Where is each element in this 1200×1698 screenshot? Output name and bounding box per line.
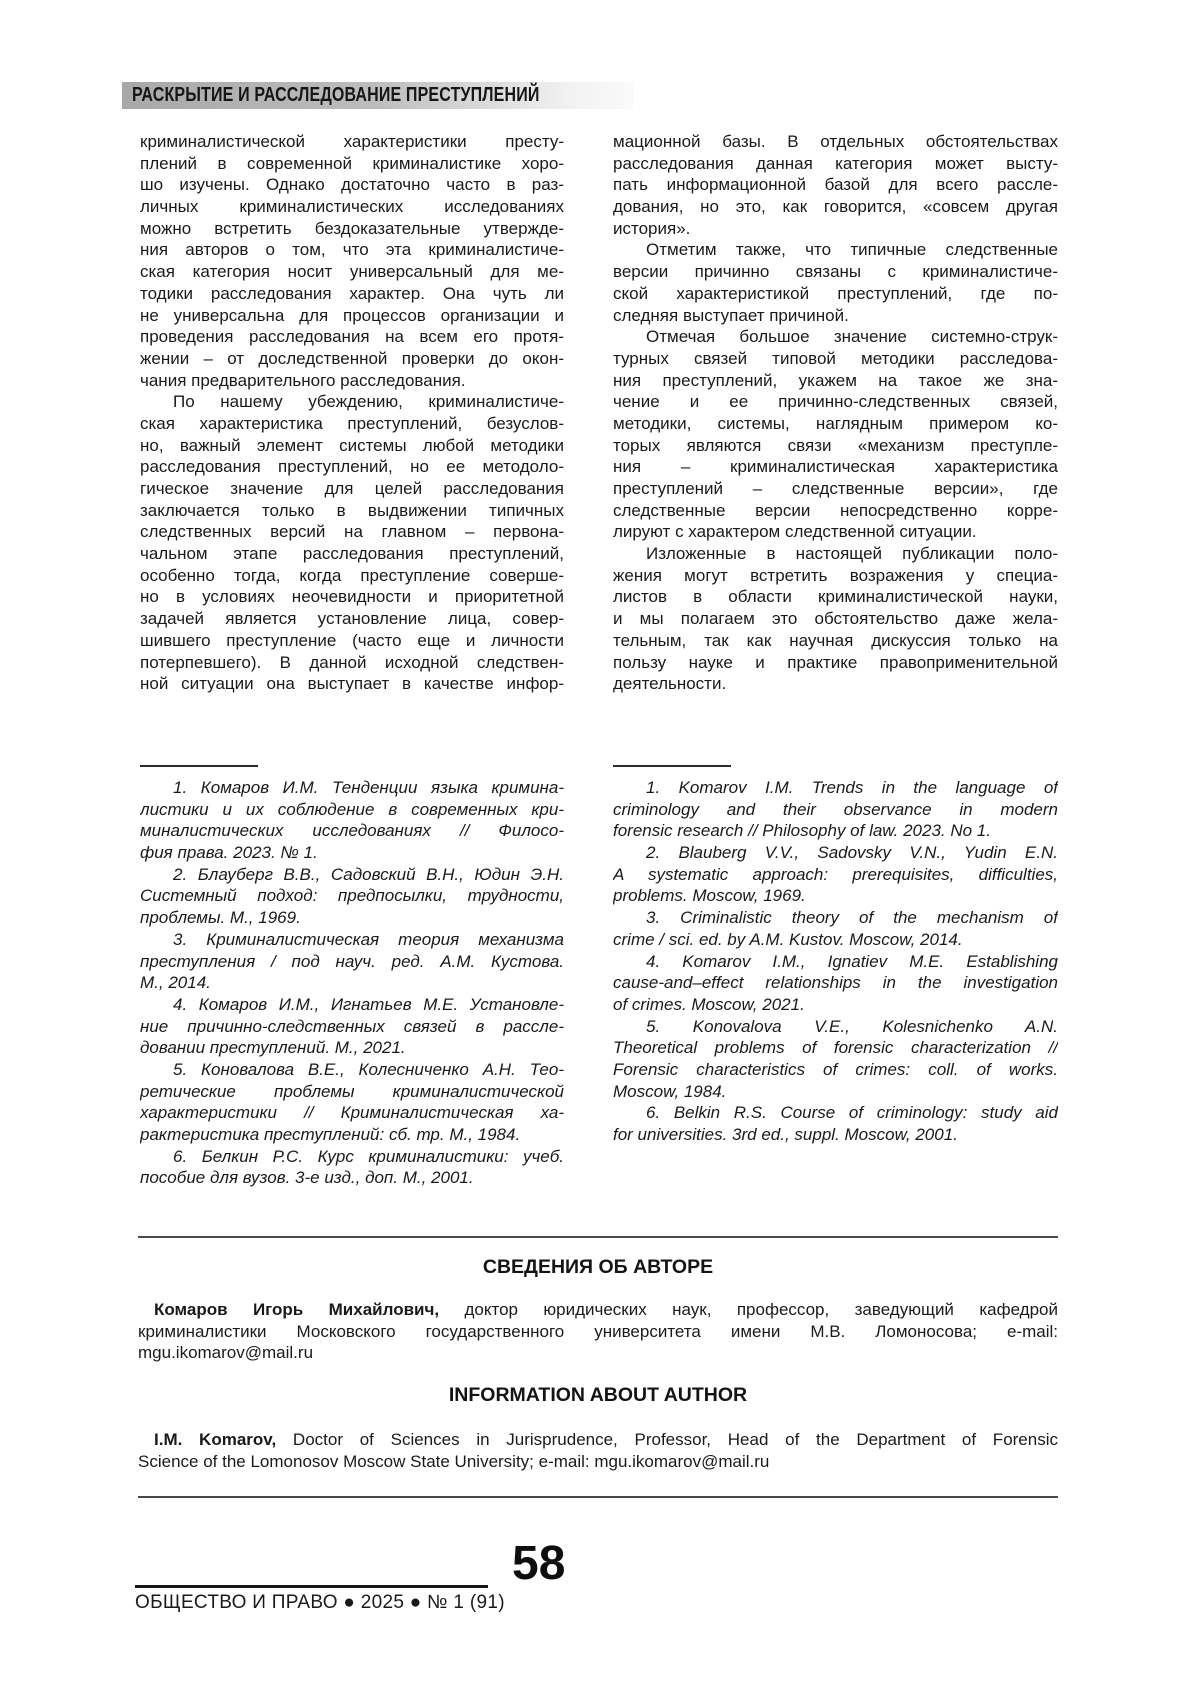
paragraph (140, 864, 564, 929)
paragraph (613, 326, 1058, 543)
text-line: 5. Коновалова В.Е., Колесниченко А.Н. Тео- (173, 1059, 564, 1079)
text-line: for universities. 3rd ed., suppl. Moscow, 2001. (613, 1125, 958, 1144)
text-line: дования, но это, как говорится, «совсем другая (613, 197, 1058, 217)
text-line: чания предварительного расследования. (140, 370, 466, 390)
text-line: 6. Белкин Р.С. Курс криминалистики: учеб. (173, 1146, 564, 1166)
article-column-left (140, 131, 564, 695)
text-line: и мы полагаем это обстоятельство даже жела- (613, 609, 1058, 629)
text-line: Theoretical problems of forensic characterization // (613, 1038, 1058, 1058)
text-line: пать информационной базой для всего рассле- (613, 175, 1058, 195)
text-line: расследования преступлений, но ее методоло- (140, 457, 564, 477)
text-line: проблемы. М., 1969. (140, 908, 301, 928)
text-line: ной ситуации она выступает в качестве инфор- (140, 674, 564, 694)
text-line: криминалистики Московского государственного университета имени М.В. Ломоносова; e-mail: (138, 1321, 1058, 1341)
text-line: ская характеристика преступлений, безуслов- (140, 413, 564, 433)
paragraph (613, 1102, 1058, 1145)
text-line: A systematic approach: prerequisites, difficulties, (613, 864, 1058, 884)
page-number: 58 (512, 1537, 566, 1590)
footnotes-russian (140, 777, 564, 1189)
separator-above-authors (138, 1236, 1058, 1238)
text-line: не универсальна для процессов организации и (140, 305, 564, 325)
text-line: листов в области криминалистической науки, (613, 587, 1058, 607)
text-line: криминалистической характеристики престу- (140, 132, 564, 151)
text-line: ретические проблемы криминалистической (140, 1081, 564, 1101)
text-line: личных криминалистических исследованиях (140, 197, 564, 217)
text-line: следственных версий на главном – первона- (140, 522, 564, 542)
text-line: лируют с характером следственной ситуации. (613, 522, 977, 542)
text-line: следственные версии непосредственно корре- (613, 500, 1058, 520)
text-line: Отмечая большое значение системно-струк- (646, 327, 1058, 347)
text-line: версии причинно связаны с криминалистиче- (613, 262, 1058, 282)
paragraph (140, 929, 564, 994)
paragraph (613, 543, 1058, 695)
text-line: шо изучены. Однако достаточно часто в раз- (140, 175, 564, 195)
text-line: рактеристика преступлений: сб. тр. М., 1984. (140, 1125, 521, 1144)
text-line: ния авторов о том, что эта криминалистиче- (140, 240, 564, 260)
author-name: I.M. Komarov, (154, 1430, 277, 1449)
paragraph (613, 951, 1058, 1016)
text-line: ской характеристикой преступлений, где по- (613, 283, 1058, 303)
text-line: of crimes. Moscow, 2021. (613, 994, 805, 1014)
text-line: можно встретить бездоказательные утвержде- (140, 218, 564, 238)
paragraph (613, 1016, 1058, 1103)
text-line: problems. Moscow, 1969. (613, 886, 806, 906)
text-line: мационной базы. В отдельных обстоятельствах (613, 132, 1058, 151)
paragraph (613, 131, 1058, 239)
text-line: листики и их соблюдение в современных кри- (140, 799, 564, 819)
text-line: тодики расследования характер. Она чуть ли (140, 283, 564, 303)
text-line: ние причинно-следственных связей в рассле- (140, 1016, 564, 1036)
text-line: история». (613, 218, 691, 238)
author-info-ru (138, 1299, 1058, 1364)
text-line: гическое значение для целей расследования (140, 479, 564, 498)
text-line: Отметим также, что типичные следственные (646, 240, 1058, 260)
text-line: характеристики // Криминалистическая ха- (140, 1103, 564, 1123)
text-line: 5. Konovalova V.E., Kolesnichenko A.N. (646, 1016, 1058, 1036)
text-line: турных связей типовой методики расследова- (613, 348, 1058, 368)
text-line: Forensic characteristics of crimes: coll. of works. (613, 1059, 1058, 1079)
text-line: шившего преступление (часто еще и личности (140, 630, 564, 650)
text-line: плений в современной криминалистике хоро- (140, 153, 564, 173)
text-line: crime / sci. ed. by A.M. Kustov. Moscow, 2014. (613, 929, 963, 949)
text-line: criminology and their observance in modern (613, 799, 1058, 819)
footnote-separator-right (613, 765, 731, 767)
author-name: Комаров Игорь Михайлович, (154, 1300, 440, 1319)
footer-rule (135, 1585, 488, 1588)
text-line: чальном этапе расследования преступлений, (140, 544, 564, 564)
section-header-bar (122, 82, 633, 109)
article-column-right (613, 131, 1058, 695)
text-line: жении – от доследственной проверки до окон- (140, 348, 564, 368)
text-line: проведения расследования на всем его протя- (140, 327, 564, 347)
text-line: заключается только в выдвижении типичных (140, 500, 564, 520)
text-line: Moscow, 1984. (613, 1081, 727, 1101)
journal-footer: ОБЩЕСТВО И ПРАВО ● 2025 ● № 1 (91) (135, 1592, 505, 1613)
text-line: 3. Criminalistic theory of the mechanism of (646, 908, 1058, 928)
text-line: чение и ее причинно-следственных связей, (613, 392, 1058, 412)
text-line: преступления / под науч. ред. А.М. Кустова. (140, 951, 564, 971)
paragraph (140, 1059, 564, 1146)
paragraph (140, 131, 564, 391)
paragraph (613, 239, 1058, 326)
text-line: 1. Комаров И.М. Тенденции языка кримина- (173, 778, 564, 797)
text-line: но, важный элемент системы любой методики (140, 435, 564, 455)
author-name-line: Комаров Игорь Михайлович, доктор юридических наук, профессор, заведующий кафедрой (154, 1300, 1058, 1319)
text-line: Системный подход: предпосылки, трудности, (140, 886, 564, 906)
text-line: ская категория носит универсальный для ме- (140, 262, 564, 282)
text-line: 2. Блауберг В.В., Садовский В.Н., Юдин Э.Н. (173, 864, 564, 884)
text-line: cause-and–effect relationships in the investigation (613, 973, 1058, 993)
text-line: 6. Belkin R.S. Course of criminology: study aid (646, 1103, 1058, 1123)
text-line: Изложенные в настоящей публикации поло- (646, 544, 1058, 564)
text-line: потерпевшего). В данной исходной следствен- (140, 652, 564, 672)
text-line: особенно тогда, когда преступление соверше- (140, 565, 564, 585)
text-line: 2. Blauberg V.V., Sadovsky V.N., Yudin E.N. (646, 843, 1058, 863)
separator-below-authors (138, 1496, 1058, 1498)
author-name-line: I.M. Komarov, Doctor of Sciences in Jurisprudence, Professor, Head of the Department of Forensic (154, 1430, 1058, 1449)
text-line: расследования данная категория может высту- (613, 153, 1058, 173)
author-info-heading-en: INFORMATION ABOUT AUTHOR (448, 1384, 748, 1406)
text-line: жения могут встретить возражения у специа- (613, 565, 1058, 585)
text-line: довании преступлений. М., 2021. (140, 1038, 406, 1058)
paragraph (613, 907, 1058, 950)
text-line: методики, системы, наглядным примером ко- (613, 413, 1058, 433)
text-line: Science of the Lomonosov Moscow State University; e-mail: mgu.ikomarov@mail.ru (138, 1451, 770, 1471)
text-line: тельным, так как научная дискуссия только на (613, 630, 1058, 650)
text-line: forensic research // Philosophy of law. 2023. No 1. (613, 821, 991, 841)
text-line: фия права. 2023. № 1. (140, 843, 318, 863)
text-line: По нашему убеждению, криминалистиче- (173, 392, 564, 412)
paragraph (140, 1146, 564, 1189)
text-line: задачей является установление лица, совер- (140, 609, 564, 629)
paragraph (140, 391, 564, 695)
text-line: пользу науке и практике правоприменительной (613, 652, 1058, 672)
text-line: ния – криминалистическая характеристика (613, 457, 1058, 477)
text-line: М., 2014. (140, 973, 211, 993)
text-line: ния преступлений, укажем на такое же зна- (613, 370, 1058, 390)
text-line: mgu.ikomarov@mail.ru (138, 1343, 314, 1363)
text-line: следняя выступает причиной. (613, 305, 849, 325)
text-line: 4. Komarov I.M., Ignatiev M.E. Establishing (646, 951, 1058, 971)
author-info-heading-ru: СВЕДЕНИЯ ОБ АВТОРЕ (482, 1256, 714, 1278)
text-line: 3. Криминалистическая теория механизма (173, 929, 564, 949)
text-line: 1. Komarov I.M. Trends in the language of (646, 778, 1058, 797)
author-info-en (138, 1429, 1058, 1472)
text-line: торых являются связи «механизм преступле- (613, 435, 1058, 455)
footnotes-english (613, 777, 1058, 1146)
footnote-separator-left (140, 765, 258, 767)
text-line: но в условиях неочевидности и приоритетной (140, 587, 564, 607)
paragraph (140, 777, 564, 864)
section-header-title: РАСКРЫТИЕ И РАССЛЕДОВАНИЕ ПРЕСТУПЛЕНИЙ (132, 84, 540, 106)
text-line: преступлений – следственные версии», где (613, 479, 1058, 498)
paragraph (140, 994, 564, 1059)
paragraph (613, 842, 1058, 907)
text-line: деятельности. (613, 674, 727, 694)
paragraph (613, 777, 1058, 842)
text-line: пособие для вузов. 3-е изд., доп. М., 2001. (140, 1168, 474, 1188)
text-line: миналистических исследованиях // Филосо- (140, 821, 564, 841)
text-line: 4. Комаров И.М., Игнатьев М.Е. Установле- (173, 994, 564, 1014)
